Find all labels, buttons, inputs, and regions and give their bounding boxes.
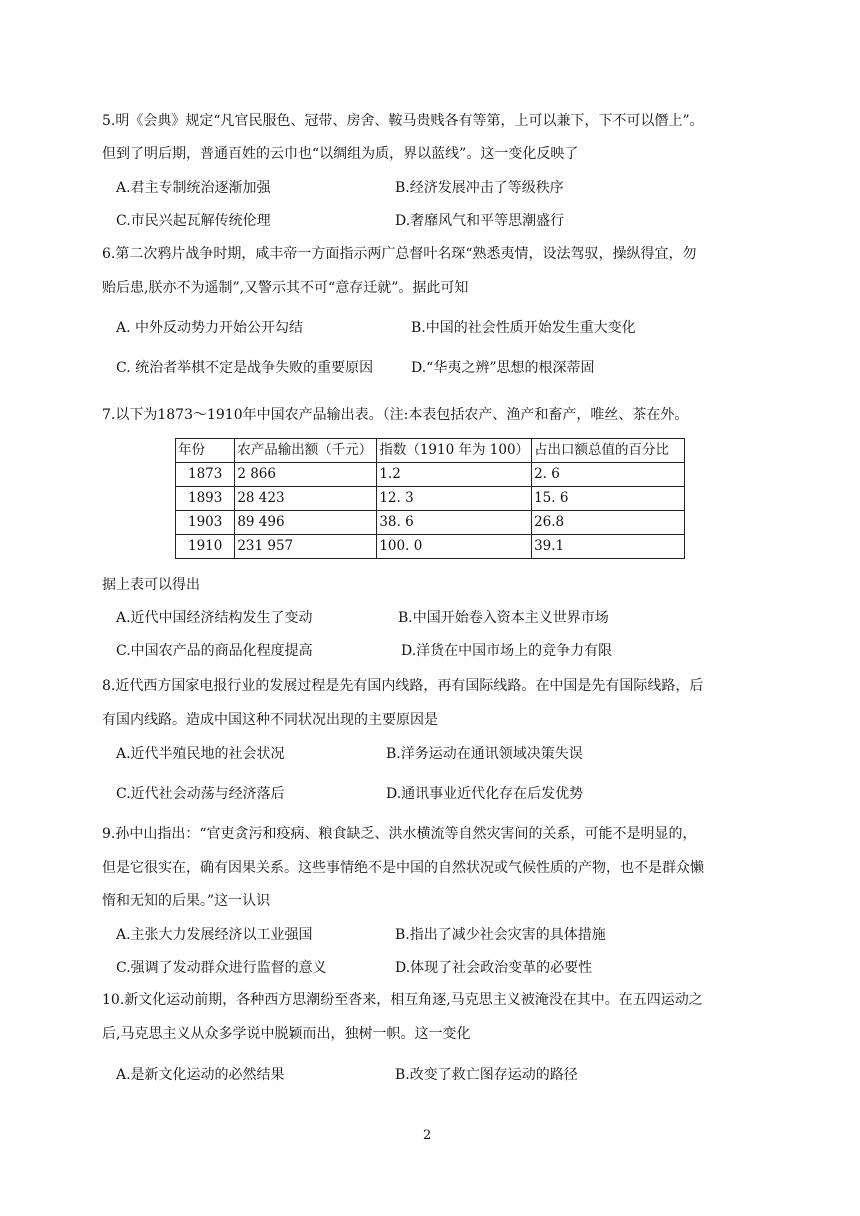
q5-option-b[interactable]: B.经济发展冲击了等级秩序 [395,180,564,196]
table-cell: 38. 6 [377,511,532,535]
q10-option-a[interactable]: A.是新文化运动的必然结果 [116,1067,285,1083]
table-header-row [176,439,685,463]
table-header: 农产品输出额（千元） [235,439,377,463]
q10-stem-line-2: 后,马克思主义从众多学说中脱颖而出，独树一帜。这一变化 [102,1026,471,1042]
q5-stem-line-1: 5.明《会典》规定“凡官民服色、冠带、房舍、鞍马贵贱各有等第，上可以兼下，下不可以僭上”。 [102,113,704,129]
q8-option-c[interactable]: C.近代社会动荡与经济落后 [116,786,285,802]
q10-option-b[interactable]: B.改变了救亡图存运动的路径 [395,1067,578,1083]
q5-option-c[interactable]: C.市民兴起瓦解传统伦理 [116,213,271,229]
q9-option-c[interactable]: C.强调了发动群众进行监督的意义 [116,960,327,976]
q9-stem-line-1: 9.孙中山指出：“官吏贪污和疫病、粮食缺乏、洪水横流等自然灾害间的关系，可能不是明显的， [102,826,697,842]
q9-option-d[interactable]: D.体现了社会政治变革的必要性 [395,960,593,976]
q8-option-d[interactable]: D.通讯事业近代化存在后发优势 [386,786,584,802]
table-cell: 12. 3 [377,487,532,511]
q7-option-d[interactable]: D.洋货在中国市场上的竞争力有限 [401,643,613,659]
q5-option-a[interactable]: A.君主专制统治逐渐加强 [116,180,271,196]
q7-stem-line-1: 7.以下为1873～1910年中国农产品输出表。（注:本表包括农产、渔产和畜产，唯丝、茶在外。 [102,407,689,423]
table-header: 年份 [176,439,235,463]
table-cell: 1903 [176,511,235,535]
table-cell: 1873 [176,463,235,487]
table-cell: 231 957 [235,535,377,559]
q10-stem-line-1: 10.新文化运动前期，各种西方思潮纷至沓来，相互角逐,马克思主义被淹没在其中。在五四运动之 [102,992,703,1008]
table-cell: 1.2 [377,463,532,487]
q6-stem-line-1: 6.第二次鸦片战争时期，咸丰帝一方面指示两广总督叶名琛“熟悉夷情，设法驾驭，操纵得宜，勿 [102,246,697,262]
q6-stem-line-2: 贻后患,朕亦不为遥制”,又警示其不可“意存迁就”。据此可知 [102,280,469,296]
q9-stem-line-3: 惰和无知的后果。”这一认识 [102,893,271,909]
table-cell: 100. 0 [377,535,532,559]
q6-option-d[interactable]: D.“华夷之辨”思想的根深蒂固 [411,360,595,376]
q5-option-d[interactable]: D.奢靡风气和平等思潮盛行 [395,213,565,229]
table-cell: 89 496 [235,511,377,535]
q8-stem-line-2: 有国内线路。造成中国这种不同状况出现的主要原因是 [102,712,438,728]
table-cell: 1910 [176,535,235,559]
q6-option-c[interactable]: C. 统治者举棋不定是战争失败的重要原因 [116,360,374,376]
table-cell: 1893 [176,487,235,511]
q5-stem-line-2: 但到了明后期，普通百姓的云巾也“以绸组为质，界以蓝线”。这一变化反映了 [102,146,579,162]
q7-option-c[interactable]: C.中国农产品的商品化程度提高 [116,643,313,659]
q7-after-table: 据上表可以得出 [102,577,200,593]
q9-option-b[interactable]: B.指出了减少社会灾害的具体措施 [395,927,606,943]
q6-option-b[interactable]: B.中国的社会性质开始发生重大变化 [411,320,636,336]
table-row [176,487,685,511]
q8-option-b[interactable]: B.洋务运动在通讯领域决策失误 [386,746,583,762]
table-cell: 15. 6 [532,487,685,511]
q8-option-a[interactable]: A.近代半殖民地的社会状况 [116,746,285,762]
table-cell: 2 866 [235,463,377,487]
q7-option-a[interactable]: A.近代中国经济结构发生了变动 [116,610,313,626]
table-header: 占出口额总值的百分比 [532,439,685,463]
table-cell: 28 423 [235,487,377,511]
q9-stem-line-2: 但是它很实在，确有因果关系。这些事情绝不是中国的自然状况或气候性质的产物，也不是群众懒 [102,860,704,876]
table-cell: 39.1 [532,535,685,559]
table-cell: 2. 6 [532,463,685,487]
q9-option-a[interactable]: A.主张大力发展经济以工业强国 [116,927,313,943]
table-row [176,535,685,559]
table-cell: 26.8 [532,511,685,535]
table-row [176,463,685,487]
page-number: 2 [423,1128,432,1143]
q7-option-b[interactable]: B.中国开始卷入资本主义世界市场 [398,610,609,626]
table-header: 指数（1910 年为 100） [377,439,532,463]
table-row [176,511,685,535]
q8-stem-line-1: 8.近代西方国家电报行业的发展过程是先有国内线路，再有国际线路。在中国是先有国际线路，后 [102,678,704,694]
export-table [175,438,685,559]
q6-option-a[interactable]: A. 中外反动势力开始公开勾结 [116,320,304,336]
